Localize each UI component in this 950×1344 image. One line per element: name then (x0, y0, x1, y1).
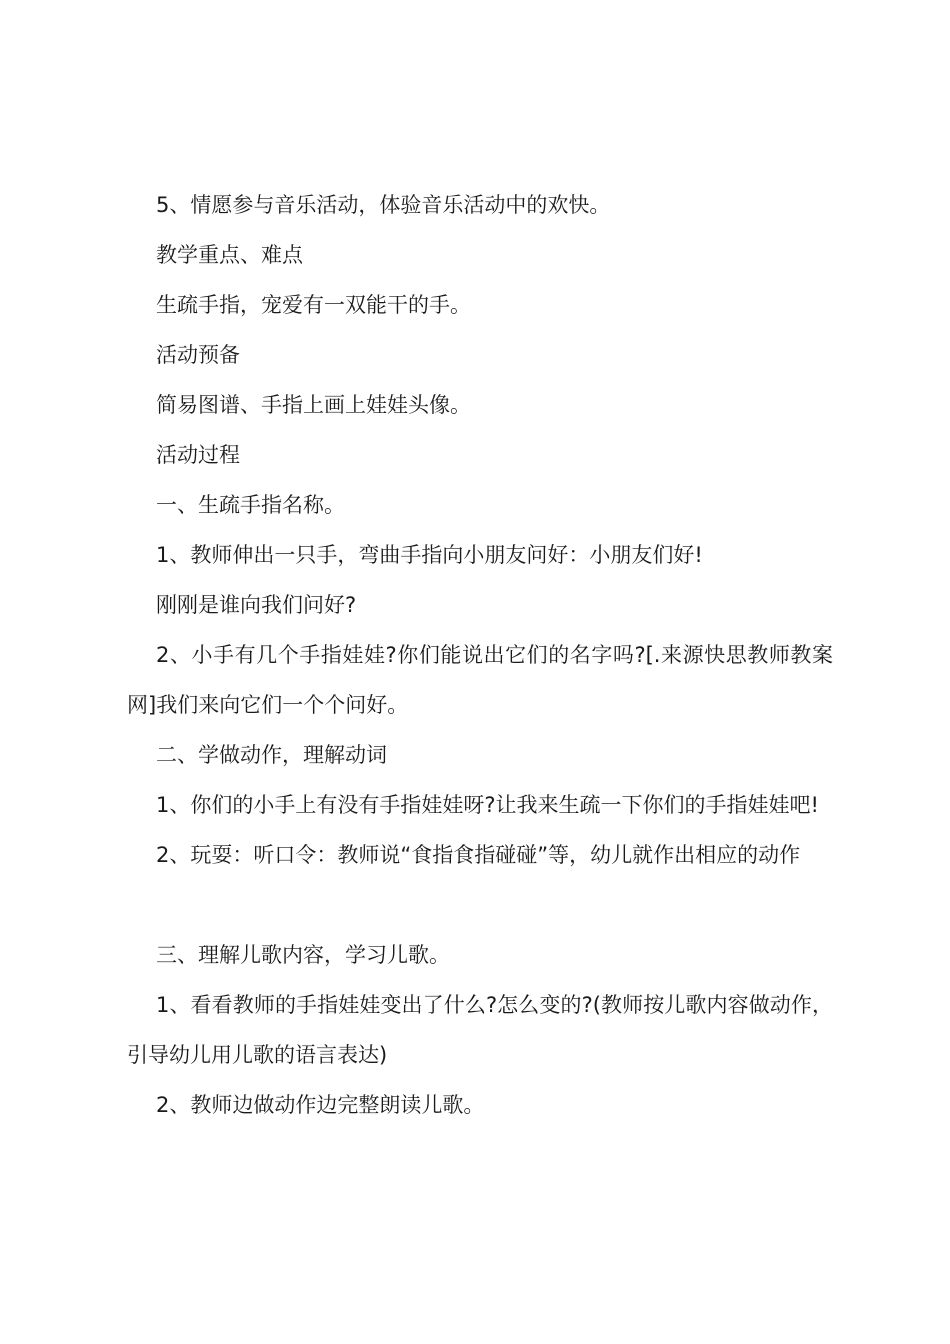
paragraph-step-3-1: 1、看看教师的手指娃娃变出了什么?怎么变的?(教师按儿歌内容做动作，引导幼儿用儿歌的语言表达) (127, 993, 833, 1067)
paragraph-step-1-1: 1、教师伸出一只手，弯曲手指向小朋友问好：小朋友们好! (156, 543, 703, 567)
paragraph-preparation: 简易图谱、手指上画上娃娃头像。 (156, 393, 471, 417)
paragraph-key-points: 生疏手指，宠爱有一双能干的手。 (156, 293, 471, 317)
heading-step-1: 一、生疏手指名称。 (156, 493, 345, 517)
heading-preparation: 活动预备 (156, 343, 240, 367)
paragraph-step-2-1: 1、你们的小手上有没有手指娃娃呀?让我来生疏一下你们的手指娃娃吧! (156, 793, 819, 817)
heading-process: 活动过程 (156, 443, 240, 467)
paragraph-step-1-question: 刚刚是谁向我们问好? (156, 593, 357, 617)
document-body (127, 180, 833, 1130)
paragraph-step-3-2: 2、教师边做动作边完整朗读儿歌。 (156, 1093, 485, 1117)
paragraph-step-1-2: 2、小手有几个手指娃娃?你们能说出它们的名字吗?[.来源快思教师教案网]我们来向它们一个个问好。 (127, 643, 833, 717)
paragraph-step-2-2: 2、玩耍：听口令：教师说“食指食指碰碰”等，幼儿就作出相应的动作 (156, 843, 801, 867)
heading-step-2: 二、学做动作，理解动词 (156, 743, 387, 767)
heading-key-points: 教学重点、难点 (156, 243, 303, 267)
blank-line (127, 880, 833, 930)
paragraph-goal-5: 5、情愿参与音乐活动，体验音乐活动中的欢快。 (156, 193, 611, 217)
heading-step-3: 三、理解儿歌内容，学习儿歌。 (156, 943, 450, 967)
